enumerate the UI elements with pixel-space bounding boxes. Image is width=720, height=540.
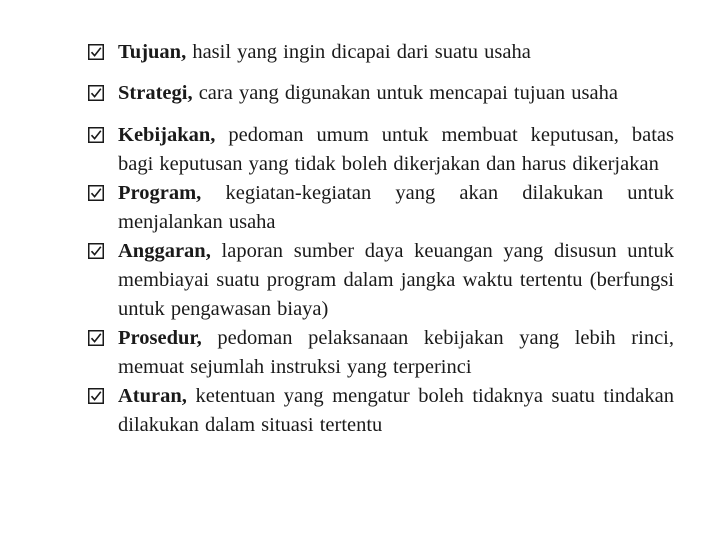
checked-box-icon <box>88 330 104 346</box>
term-label: Prosedur, <box>118 327 202 349</box>
term-description: ketentuan yang mengatur boleh tidaknya suatu tindakan dilakukan dalam situasi tertentu <box>118 385 674 436</box>
list-item-strategi <box>88 79 674 108</box>
list-item-text <box>118 237 674 324</box>
list-item-aturan <box>88 382 674 440</box>
checked-box-icon <box>88 185 104 201</box>
list-item-tujuan <box>88 38 674 67</box>
term-label: Program, <box>118 182 202 204</box>
definition-list <box>88 38 674 440</box>
term-description: kegiatan-kegiatan yang akan dilakukan untuk menjalankan usaha <box>118 182 674 233</box>
list-item-text <box>118 121 674 179</box>
term-description: cara yang digunakan untuk mencapai tujuan usaha <box>192 82 618 104</box>
checked-box-icon <box>88 44 104 60</box>
term-description: pedoman pelaksanaan kebijakan yang lebih rinci, memuat sejumlah instruksi yang terperinci <box>118 327 674 378</box>
term-label: Kebijakan, <box>118 124 216 146</box>
term-label: Strategi, <box>118 82 193 104</box>
list-item-text <box>118 382 674 440</box>
list-item-kebijakan <box>88 121 674 179</box>
list-item-text <box>118 179 674 237</box>
term-description: laporan sumber daya keuangan yang disusun untuk membiayai suatu program dalam jangka waktu tertentu (berfungsi untuk pengawasan biaya) <box>118 240 674 320</box>
list-item-anggaran <box>88 237 674 324</box>
checked-box-icon <box>88 243 104 259</box>
list-item-prosedur <box>88 324 674 382</box>
checked-box-icon <box>88 85 104 101</box>
checked-box-icon <box>88 127 104 143</box>
list-item-text <box>118 38 674 67</box>
list-item-program <box>88 179 674 237</box>
term-label: Anggaran, <box>118 240 211 262</box>
checked-box-icon <box>88 388 104 404</box>
term-description: hasil yang ingin dicapai dari suatu usaha <box>186 41 531 63</box>
term-description: pedoman umum untuk membuat keputusan, batas bagi keputusan yang tidak boleh dikerjakan dan harus dikerjakan <box>118 124 674 175</box>
list-item-text <box>118 79 674 108</box>
term-label: Aturan, <box>118 385 187 407</box>
term-label: Tujuan, <box>118 41 187 63</box>
list-item-text <box>118 324 674 382</box>
